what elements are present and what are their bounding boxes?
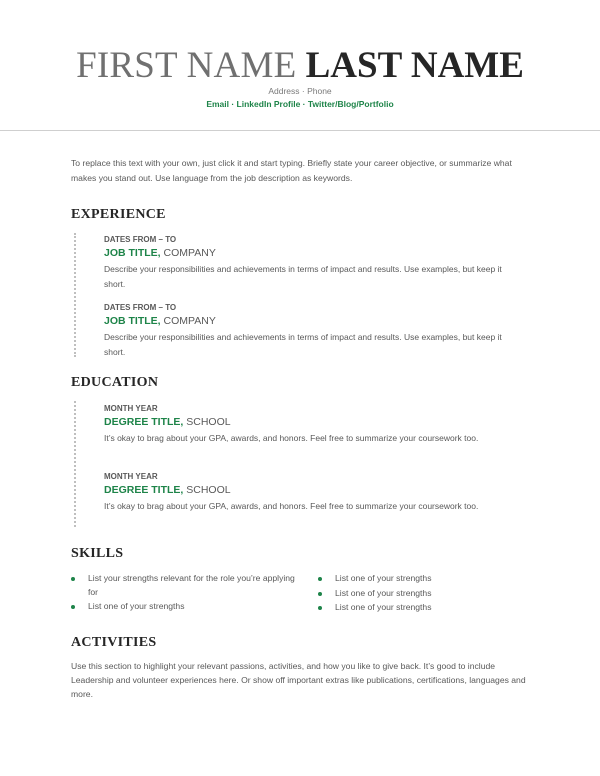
skill-item xyxy=(71,600,303,614)
experience-entry xyxy=(104,234,524,292)
degree-title: DEGREE TITLE, xyxy=(104,416,184,428)
skill-text: List one of your strengths xyxy=(335,602,432,612)
skill-text: List one of your strengths xyxy=(88,601,185,611)
skill-item xyxy=(318,601,538,615)
entry-title xyxy=(104,246,524,261)
company: COMPANY xyxy=(160,247,216,259)
education-timeline xyxy=(74,401,76,527)
skill-item xyxy=(318,572,538,586)
entry-dates: DATES FROM – TO xyxy=(104,303,177,312)
last-name: LAST NAME xyxy=(305,45,524,86)
activities-text: Use this section to highlight your relevant passions, activities, and how you like to give back. It’s good to include Leadership and volunteer experiences here. Or show off important extras like publications, certifications, languages and more. xyxy=(71,661,526,699)
entry-title xyxy=(104,314,524,329)
school: SCHOOL xyxy=(183,484,231,496)
contact-links: Email · LinkedIn Profile · Twitter/Blog/Portfolio xyxy=(206,99,394,109)
skill-text: List your strengths relevant for the role you’re applying for xyxy=(88,573,295,597)
entry-dates: DATES FROM – TO xyxy=(104,235,177,244)
full-name xyxy=(0,44,600,88)
entry-dates: MONTH YEAR xyxy=(104,472,158,481)
education-heading: EDUCATION xyxy=(71,375,159,390)
entry-description: Describe your responsibilities and achievements in terms of impact and results. Use examples, but keep it short. xyxy=(104,264,502,289)
skills-list-left xyxy=(71,572,303,615)
experience-entry xyxy=(104,302,524,360)
skill-text: List one of your strengths xyxy=(335,573,432,583)
bullet-icon xyxy=(71,605,75,609)
school: SCHOOL xyxy=(183,416,231,428)
education-entry xyxy=(104,403,524,446)
bullet-icon xyxy=(71,577,75,581)
first-name: FIRST NAME xyxy=(76,45,297,86)
education-entry xyxy=(104,471,524,514)
job-title: JOB TITLE, xyxy=(104,247,161,259)
skill-text: List one of your strengths xyxy=(335,587,432,598)
skills-heading: SKILLS xyxy=(71,546,124,561)
skills-list-right xyxy=(318,572,538,616)
degree-title: DEGREE TITLE, xyxy=(104,484,184,496)
entry-title xyxy=(104,483,524,498)
entry-dates: MONTH YEAR xyxy=(104,404,158,413)
skill-item xyxy=(71,572,303,599)
bullet-icon xyxy=(318,592,322,596)
job-title: JOB TITLE, xyxy=(104,315,161,327)
entry-description: It’s okay to brag about your GPA, awards, and honors. Feel free to summarize your coursework too. xyxy=(104,501,479,511)
address-phone: Address · Phone xyxy=(268,86,332,96)
objective-text: To replace this text with your own, just click it and start typing. Briefly state your career objective, or summarize what makes you stand out. Use language from the job description as keywords. xyxy=(71,158,512,183)
skill-item xyxy=(318,587,538,601)
entry-description: It’s okay to brag about your GPA, awards, and honors. Feel free to summarize your coursework too. xyxy=(104,433,479,443)
header-divider xyxy=(0,130,600,131)
activities-heading: ACTIVITIES xyxy=(71,635,157,650)
experience-heading: EXPERIENCE xyxy=(71,207,166,222)
entry-description: Describe your responsibilities and achievements in terms of impact and results. Use examples, but keep it short. xyxy=(104,332,502,357)
company: COMPANY xyxy=(160,315,216,327)
bullet-icon xyxy=(318,606,322,610)
experience-timeline xyxy=(74,233,76,357)
entry-title xyxy=(104,415,524,430)
bullet-icon xyxy=(318,577,322,581)
